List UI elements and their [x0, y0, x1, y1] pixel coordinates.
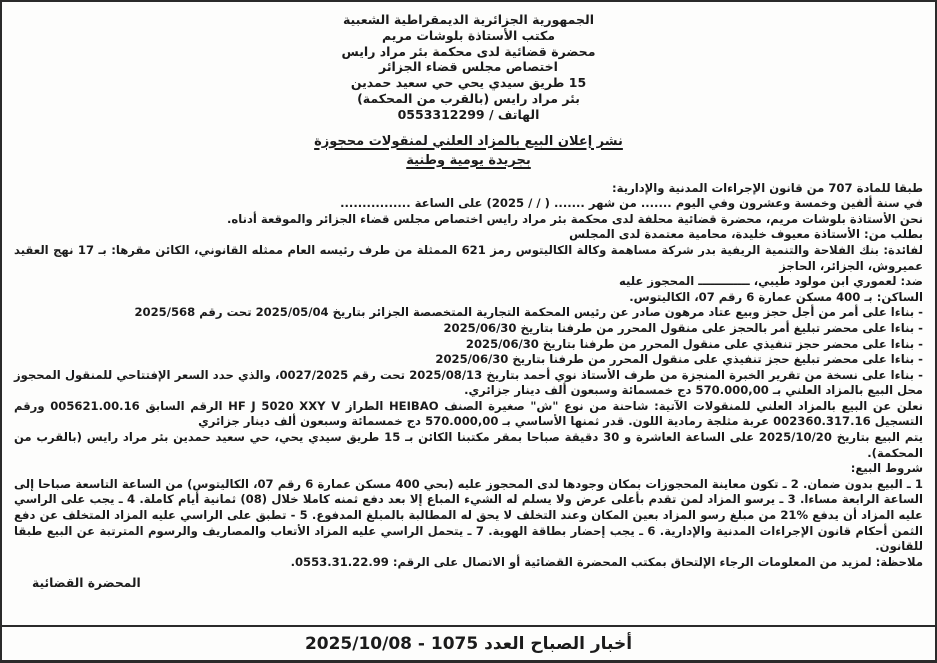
letterhead-phone-line: الهاتف / 0553312299	[397, 106, 540, 122]
paragraph-contact-note: ملاحظة: لمزيد من المعلومات الرجاء الإلتحاق بمكتب المحضرة القضائية أو الاتصال على الرقم: 0553.31.22.99.	[290, 554, 923, 569]
paragraph-date-blank: في سنة ألفين وخمسة وعشرون وفي اليوم ....... من شهر ....... ( / / 2025) على الساعة ................	[340, 196, 923, 211]
letterhead-jurisdiction-line: اختصاص مجلس قضاء الجزائر	[379, 59, 558, 75]
letterhead-bailiff-line: محضرة قضائية لدى محكمة بئر مراد رايس	[341, 43, 596, 59]
paragraph-request-by: بطلب من: الأستاذة معيوف خليدة، محامية معتمدة لدى المجلس	[569, 227, 923, 242]
letterhead-office-line: مكتب الأستاذة بلوشات مريم	[381, 27, 556, 43]
paragraph-debtor-address: الساكن: بـ 400 مسكن عمارة 6 رقم 07، الكاليتوس.	[629, 289, 923, 304]
paragraph-seizure-notification-report: - بناءا على محضر تبليغ حجز تنفيذي على منقول المحرر من طرفنا بتاريخ 2025/06/30	[435, 352, 923, 367]
paragraph-sale-date-location: يتم البيع بتاريخ 2025/10/20 على الساعة العاشرة و 30 دقيقة صباحا بمقر مكتبنا الكائن بـ 15 طريق سيدي يحي، حي سعيد حمدين بئر مراد رايس (بالقرب من المحكمة).	[14, 430, 923, 460]
paragraph-expert-report-price: - بناءا على نسخة من تقرير الخبرة المنجزة من طرف الأستاذ نوي أحمد بتاريخ 2025/08/13 تحت رقم 0027/2025، والذي حدد السعر الإفتتاحي للمنقول المحجوز محل البيع بالمزاد العلني بـ 570.000,00 دج خمسمائة وسبعون ألف دينار جزائري.	[14, 367, 923, 398]
notice-content	[2, 2, 935, 625]
paragraph-sale-conditions-list: 1 ـ البيع بدون ضمان. 2 ـ تكون معاينة المحجوزات بمكان وجودها لدى المحجوز عليه (بحي 400 مسكن عمارة 6 رقم 07، الكاليتوس) من الساعة التاسعة صباحا إلى الساعة الرابعة مساءا. 3 ـ يرسو المزاد لمن تقدم بأعلى عرض ولا يسلم له الشيء المباع إلا بعد دفع ثمنه كاملا خلال (08) ثمانية أيام كاملة. 4 ـ يجب على الراسي عليه المزاد أن يدفع %21 من مبلغ رسو المزاد بعين المكان وعند التخلف لا يحق له المطالبة بالمبلغ المدفوع. 5 - تطبق على الراسي عليه المزاد المتخلف عن دفع الثمن أحكام قانون الإجراءات المدنية والإدارية. 6 ـ يجب إحضار بطاقة الهوية. 7 ـ يتحمل الراسي عليه المزاد الأتعاب والمصاريف والرسوم المترتبة عن البيع طبقا للقانون.	[14, 476, 923, 554]
paragraph-against-debtor: ضد: لعموري ابن مولود طيبي، ـــــــــــــ المحجوز عليه	[618, 274, 923, 289]
letterhead-republic-line: الجمهورية الجزائرية الديمقراطية الشعبية	[342, 12, 595, 27]
paragraph-legal-basis: طبقا للمادة 707 من قانون الإجراءات المدنية والإدارية:	[612, 180, 923, 195]
paragraph-bailiff-declaration: نحن الأستاذة بلوشات مريم، محضرة قضائية محلفة لدى محكمة بئر مراد رايس اختصاص مجلس قضاء الجزائر والموقعة أدناه.	[227, 211, 923, 226]
newspaper-footer-bar	[2, 625, 935, 661]
office-letterhead	[14, 12, 923, 123]
paragraph-auction-item-description: نعلن عن البيع بالمزاد العلني للمنقولات الآتية: شاحنة من نوع "ش" صغيرة الصنف HEIBAO الطراز HF J 5020 XXY V الرقم السابق 005621.00.16 ورقم التسجيل 002360.317.16 عربة مثلجة رمادية اللون. قدر ثمنها الأساسي بـ 570.000,00 دج خمسمائة وسبعون ألف دينار جزائري	[14, 398, 923, 429]
paragraph-seizure-order: - بناءا على أمر من أجل حجز وبيع عتاد مرهون صادر عن رئيس المحكمة التجارية المتخصصة الجزائر بتاريخ 2025/05/04 تحت رقم 2025/568	[134, 305, 923, 320]
paragraph-notification-report: - بناءا على محضر تبليغ أمر بالحجز على منقول المحرر من طرفنا بتاريخ 2025/06/30	[443, 320, 923, 335]
notice-title-line-2: بجريدة يومية وطنية	[406, 152, 531, 168]
paragraph-sale-conditions-heading: شروط البيع:	[850, 461, 923, 476]
letterhead-address-line-2: بئر مراد رايس (بالقرب من المحكمة)	[357, 90, 580, 106]
newspaper-issue-date: أخبار الصباح العدد 1075 - 2025/10/08	[304, 633, 633, 654]
paragraph-beneficiary-bank: لفائدة: بنك الفلاحة والتنمية الريفية بدر شركة مساهمة وكالة الكاليتوس رمز 621 الممثلة من طرف رئيسه العام ممثله القانوني، الكائن مقرها: بـ 17 نهج العقيد عميروش، الجزائر، الحاجز	[14, 242, 923, 273]
letterhead-address-line-1: 15 طريق سيدي يحي حي سعيد حمدين	[350, 75, 587, 91]
notice-title	[14, 132, 923, 170]
notice-body	[14, 181, 923, 571]
bailiff-signature: المحضرة القضائية	[32, 576, 141, 591]
notice-title-line-1: نشر إعلان البيع بالمزاد العلني لمنقولات محجوزة	[314, 133, 623, 149]
paragraph-executive-seizure-report: - بناءا على محضر حجز تنفيذي على منقول المحرر من طرفنا بتاريخ 2025/06/30	[465, 336, 923, 351]
